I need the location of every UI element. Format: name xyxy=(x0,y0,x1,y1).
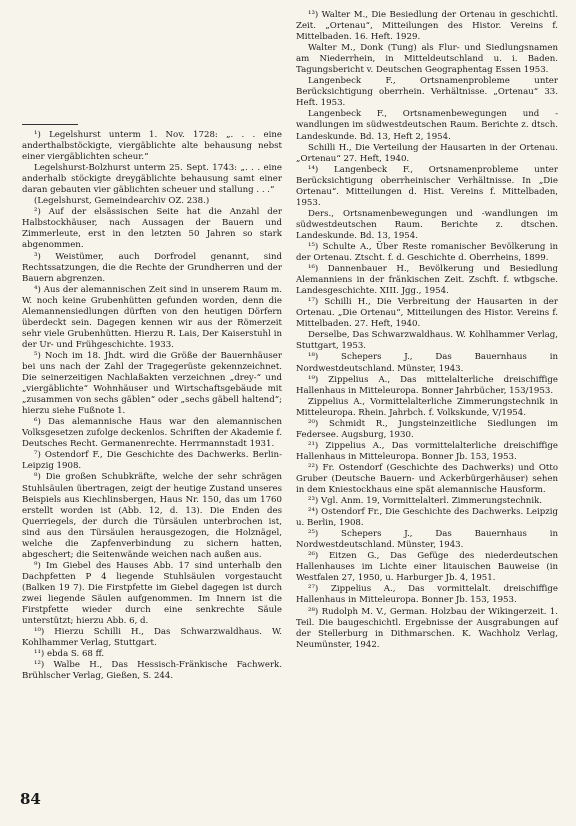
left-footnote: ¹) Legelshurst unterm 1. Nov. 1728: „. . . eine anderthalbstöckigte, viergäblichte alte behausung nebst einer viergäblichten scheur.“ xyxy=(22,130,282,163)
right-footnote: ²⁵) Schepers J., Das Bauernhaus in Nordwestdeutschland. Münster, 1943. xyxy=(296,529,558,551)
left-footnote: ¹²) Walbe H., Das Hessisch-Fränkische Fachwerk. Brühlscher Verlag, Gießen, S. 244. xyxy=(22,660,282,682)
right-footnote: Langenbeck F., Ortsnamenbewegungen und -wandlungen im südwestdeutschen Raum. Berichte z. dtsch. Landeskunde. Bd. 13, Heft 2, 1954. xyxy=(296,109,558,142)
right-footnote: ¹⁶) Dannenbauer H., Bevölkerung und Besiedlung Alemanniens in der fränkischen Zeit. Zschft. f. wtbgsche. Landesgeschichte. XIII. Jgg., 1954. xyxy=(296,264,558,297)
right-footnote: ¹⁵) Schulte A., Über Reste romanischer Bevölkerung in der Ortenau. Ztscht. f. d. Geschichte d. Oberrheins, 1899. xyxy=(296,241,558,264)
left-footnote: Legelshurst-Bolzhurst unterm 25. Sept. 1743: „. . . eine anderhalb stöckigte dreygäblichte behausung samt einer daran gebauten vier gäblichten scheuer und stallung . . .“ xyxy=(22,163,282,196)
left-footnote: ¹⁰) Hierzu Schilli H., Das Schwarzwaldhaus. W. Kohlhammer Verlag, Stuttgart. xyxy=(22,627,282,649)
left-footnote: ⁹) Im Giebel des Hauses Abb. 17 sind unterhalb den Dachpfetten P 4 liegende Stuhlsäulen vorgestaucht (Balken 19 7). Die Firstpfette im Giebel dagegen ist durch zwei liegende Säulen aufgenommen. Im Innern ist die Firstpfette wieder durch eine senkrechte Säule unterstützt; hierzu Abb. 6, d. xyxy=(22,560,282,627)
right-footnote: ²⁴) Ostendorf Fr., Die Geschichte des Dachwerks. Leipzig u. Berlin, 1908. xyxy=(296,507,558,529)
page-number: 84 xyxy=(20,790,41,808)
left-footnote: ²) Auf der elsässischen Seite hat die Anzahl der Halbstockhäuser, nach Aussagen der Bauern und Zimmerleute, erst in den letzten 50 Jahren so stark abgenommen. xyxy=(22,207,282,251)
right-footnote: ²⁶) Eitzen G., Das Gefüge des niederdeutschen Hallenhauses im Lichte einer litauischen Bauweise (in Westfalen 27, 1950, u. Harburger Jb. 4, 1951. xyxy=(296,551,558,584)
right-footnote: Zippelius A., Vormittelalterliche Zimmerungstechnik in Mitteleuropa. Rhein. Jahrbch. f. Volkskunde, V/1954. xyxy=(296,396,558,418)
right-footnote: ¹⁴) Langenbeck F., Ortsnamenprobleme unter Berücksichtigung oberrheinischer Verhältnisse. In „Die Ortenau“. Mitteilungen d. Hist. Vereins f. Mittelbaden, 1953. xyxy=(296,164,558,208)
right-footnote: ¹³) Walter M., Die Besiedlung der Ortenau in geschichtl. Zeit. „Ortenau“, Mitteilungen des Histor. Vereins f. Mittelbaden. 16. Heft. 1929. xyxy=(296,10,558,43)
left-footnote: ⁸) Die großen Schubkräfte, welche der sehr schrägen Stuhlsäulen übertragen, zeigt der heutige Zustand unseres Beispiels aus Kiechlinsbergen, Haus Nr. 150, das um 1760 erstellt worden ist (Abb. 12, d. 13). Die Enden des Querriegels, der durch die Türsäulen unterbrochen ist, sind aus den Türsäulen herausgezogen, die Holznägel, welche die Zapfenverbindung zu sichern hatten, abgeschert; die Seitenwände weichen nach außen aus. xyxy=(22,472,282,560)
right-footnote: ¹⁸) Schepers J., Das Bauernhaus in Nordwestdeutschland. Münster, 1943. xyxy=(296,352,558,374)
right-footnote: ¹⁹) Zippelius A., Das mittelalterliche dreischiffige Hallenhaus in Mitteleuropa. Bonner Jahrbücher, 153/1953. xyxy=(296,374,558,396)
left-footnote: (Legelshurst, Gemeindearchiv OZ. 238.) xyxy=(34,196,210,207)
footnote-divider xyxy=(22,124,78,125)
left-footnote: ³) Weistümer, auch Dorfrodel genannt, sind Rechtssatzungen, die die Rechte der Grundherren und der Bauern abgrenzen. xyxy=(22,251,282,284)
right-footnote: ²⁸) Rudolph M. V., German. Holzbau der Wikingerzeit. 1. Teil. Die baugeschichtl. Ergebnisse der Ausgrabungen auf der Stellerburg in Dithmarschen. K. Wachholz Verlag, Neumünster, 1942. xyxy=(296,606,558,650)
footnotes-left-column xyxy=(22,130,282,682)
right-footnote: Derselbe, Das Schwarzwaldhaus. W. Kohlhammer Verlag, Stuttgart, 1953. xyxy=(296,330,558,352)
right-footnote: ²⁷) Zippelius A., Das vormittelalt. dreischiffige Hallenhaus in Mitteleuropa. Bonner Jb. 153, 1953. xyxy=(296,584,558,606)
right-footnote: ²³) Vgl. Anm. 19, Vormittelalterl. Zimmerungstechnik. xyxy=(308,496,543,507)
left-footnote: ⁴) Aus der alemannischen Zeit sind in unserem Raum m. W. noch keine Grubenhütten gefunden worden, denn die Alemannensiedlungen dürften von den heutigen Dörfern überdeckt sein. Dagegen kennen wir aus der Römerzeit sehr viele Grubenhütten. Hierzu R. Lais, Der Kaiserstuhl in der Ur- und Frühgeschichte. 1933. xyxy=(22,284,282,350)
right-footnote: Langenbeck F., Ortsnamenprobleme unter Berücksichtigung oberrhein. Verhältnisse. „Ortenau“ 33. Heft. 1953. xyxy=(296,76,558,109)
left-footnote: ⁷) Ostendorf F., Die Geschichte des Dachwerks. Berlin-Leipzig 1908. xyxy=(22,450,282,472)
right-footnote: ¹⁷) Schilli H., Die Verbreitung der Hausarten in der Ortenau. „Die Ortenau“, Mitteilungen des Histor. Vereins f. Mittelbaden. 27. Heft, 1940. xyxy=(296,297,558,330)
left-footnote: ⁶) Das alemannische Haus war den alemannischen Volksgesetzen zufolge deckenlos. Schriften der Akademie f. Deutsches Recht. Germanenrechte. Herrmannstadt 1931. xyxy=(22,417,282,450)
right-footnote: ²⁰) Schmidt R., Jungsteinzeitliche Siedlungen im Federsee. Augsburg, 1930. xyxy=(296,418,558,440)
left-footnote: ⁵) Noch im 18. Jhdt. wird die Größe der Bauernhäuser bei uns nach der Zahl der Tragegerüste gekennzeichnet. Die seinerzeitigen Nachlaßakten verzeichnen „drey-“ und „viergäblichte“ Wohnhäuser und Wirtschaftsgebäude mit „zusammen von sechs gäblen“ oder „sechs gäbell haltend“; hierzu siehe Fußnote 1. xyxy=(22,350,282,417)
left-footnote: ¹¹) ebda S. 68 ff. xyxy=(34,649,105,660)
right-footnote: Schilli H., Die Verteilung der Hausarten in der Ortenau. „Ortenau“ 27. Heft, 1940. xyxy=(296,142,558,164)
footnotes-right-column xyxy=(296,10,558,651)
right-footnote: ²¹) Zippelius A., Das vormittelalterliche dreischiffige Hallenhaus in Mitteleuropa. Bonner Jb. 153, 1953. xyxy=(296,440,558,462)
right-footnote: Ders., Ortsnamenbewegungen und -wandlungen im südwestdeutschen Raum. Berichte z. dtschen. Landeskunde. Bd. 13, 1954. xyxy=(296,208,558,241)
right-footnote: Walter M., Donk (Tung) als Flur- und Siedlungsnamen am Niederrhein, in Mitteldeutschland u. i. Baden. Tagungsbericht v. Deutschen Geographentag Essen 1953. xyxy=(296,43,558,76)
right-footnote: ²²) Fr. Ostendorf (Geschichte des Dachwerks) und Otto Gruber (Deutsche Bauern- und Ackerbürgerhäuser) sehen in dem Kniestockhaus eine spät alemannische Hausform. xyxy=(296,462,558,496)
